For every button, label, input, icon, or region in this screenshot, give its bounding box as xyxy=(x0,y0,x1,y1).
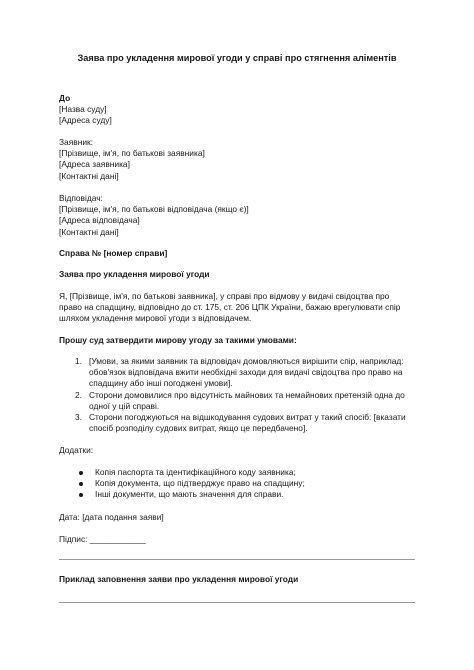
court-block xyxy=(59,93,419,127)
list-item-number: 2. xyxy=(75,389,82,400)
list-item xyxy=(59,489,419,500)
list-item-number: 3. xyxy=(75,412,82,423)
intro-paragraph: Я, [Прізвище, ім'я, по батькові заявника], у справі про відмову у видачі свідоцтва про право на спадщину, відповідно до ст. 175, ст. 206 ЦПК України, бажаю врегулювати спір шляхом укладення мирової угоди з відповідачем. xyxy=(59,291,401,324)
to-label: До xyxy=(59,93,71,103)
applicant-block xyxy=(59,137,419,182)
list-item-text: Сторони домовилися про відсутність майнових та немайнових претензій одна до одної у цій справі. xyxy=(89,389,405,411)
list-item xyxy=(59,390,419,412)
list-item-text: [Умови, за якими заявник та відповідач домовляються вирішити спір, наприклад: обов'язок відповідача вжити необхідні заходи для видачі свідоцтва про право на спадщину або інші погоджені умови]. xyxy=(89,356,404,389)
list-item-text: Інші документи, що мають значення для справи. xyxy=(95,489,284,500)
bullet-icon xyxy=(79,493,83,497)
list-item xyxy=(59,467,419,478)
divider xyxy=(59,602,415,603)
list-item-text: Сторони погоджуються на відшкодування судових витрат у такий спосіб: [вказати спосіб розподілу судових витрат, якщо це передбачено]. xyxy=(89,412,406,434)
respondent-label: Відповідач: xyxy=(59,193,103,203)
court-address: [Адреса суду] xyxy=(59,115,112,126)
bullet-icon xyxy=(79,471,83,475)
case-number: Справа № [номер справи] xyxy=(59,248,168,258)
date-line: Дата: [дата подання заяви] xyxy=(59,512,164,522)
intro-paragraph-block xyxy=(59,291,419,325)
section-heading: Заява про укладення мирової угоди xyxy=(59,269,210,279)
terms-list xyxy=(59,356,419,434)
request-heading: Прошу суд затвердити мирову угоду за такими умовами: xyxy=(59,335,297,345)
applicant-name: [Прізвище, ім'я, по батькові заявника] xyxy=(59,148,205,159)
respondent-contacts: [Контактні дані] xyxy=(59,226,119,237)
attachments-list xyxy=(59,467,419,501)
document-title: Заява про укладення мирової угоди у справі про стягнення аліментів xyxy=(77,53,397,63)
list-item-number: 1. xyxy=(75,356,82,366)
signature-line: Підпис: ____________ xyxy=(59,534,146,544)
applicant-contacts: [Контактні дані] xyxy=(59,170,119,181)
respondent-name: [Прізвище, ім'я, по батькові відповідача (якщо є)] xyxy=(59,204,249,215)
attachments-label: Додатки: xyxy=(59,445,94,455)
example-heading: Приклад заповнення заяви про укладення мирової угоди xyxy=(59,574,299,584)
applicant-address: [Адреса заявника] xyxy=(59,159,130,170)
applicant-label: Заявник: xyxy=(59,137,93,147)
bullet-icon xyxy=(79,482,83,486)
respondent-block xyxy=(59,193,419,238)
list-item xyxy=(59,412,419,434)
respondent-address: [Адреса відповідача] xyxy=(59,215,140,226)
list-item-text: Копія паспорта та ідентифікаційного коду заявника; xyxy=(95,467,296,477)
divider xyxy=(59,559,415,560)
list-item xyxy=(59,478,419,489)
court-name: [Назва суду] xyxy=(59,104,107,115)
list-item-text: Копія документа, що підтверджує право на спадщину; xyxy=(95,478,305,489)
list-item xyxy=(59,356,419,390)
